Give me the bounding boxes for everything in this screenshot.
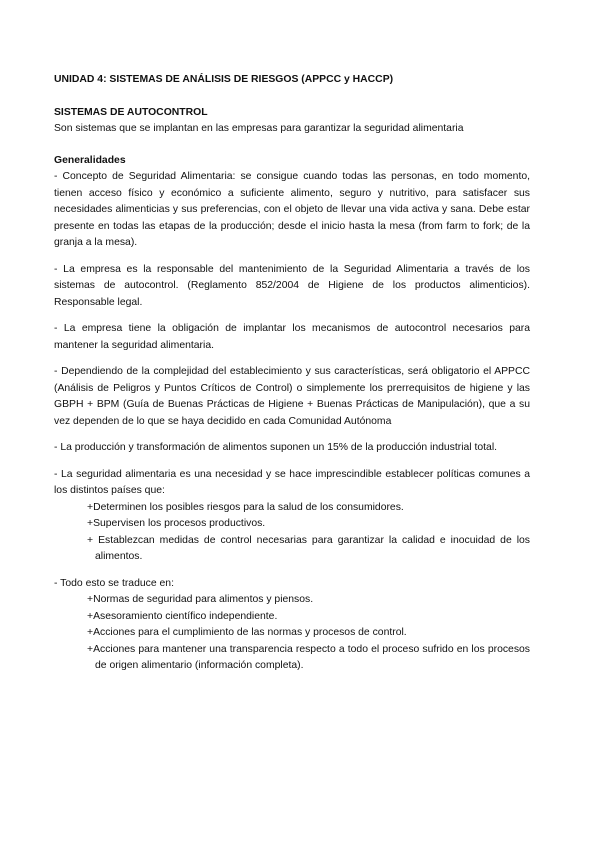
paragraph-obligacion: - La empresa tiene la obligación de implantar los mecanismos de autocontrol necesarios para mantener la seguridad alimentaria. bbox=[54, 323, 530, 351]
list-item: +Determinen los posibles riesgos para la salud de los consumidores. bbox=[87, 501, 404, 513]
summary-intro: - Todo esto se traduce en: bbox=[54, 577, 174, 589]
list-item: +Acciones para mantener una transparencia respecto a todo el proceso sufrido en los procesos de origen alimentario (información completa). bbox=[87, 643, 530, 671]
policies-list bbox=[54, 500, 530, 566]
generalidades-heading: Generalidades bbox=[54, 154, 126, 166]
list-item: + Establezcan medidas de control necesarias para garantizar la calidad e inocuidad de los alimentos. bbox=[87, 534, 530, 562]
list-item: +Supervisen los procesos productivos. bbox=[87, 518, 266, 529]
autocontrol-intro: Son sistemas que se implantan en las empresas para garantizar la seguridad alimentaria bbox=[54, 123, 464, 134]
paragraph-politicas: - La seguridad alimentaria es una necesidad y se hace imprescindible establecer políticas comunes a los distintos países que: bbox=[54, 468, 530, 496]
list-item: +Normas de seguridad para alimentos y piensos. bbox=[87, 594, 314, 605]
paragraph-appcc: - Dependiendo de la complejidad del establecimiento y sus características, será obligatorio el APPCC (Análisis de Peligros y Puntos Críticos de Control) o simplemente los prerrequisitos de higiene y las GBPH + BPM (Guía de Buenas Prácticas de Higiene + Buenas Prácticas de Manipulación), que a su vez dependen de lo que se haya decidido en cada Comunidad Autónoma bbox=[54, 366, 530, 427]
list-item: +Asesoramiento científico independiente. bbox=[87, 610, 278, 622]
autocontrol-heading: SISTEMAS DE AUTOCONTROL bbox=[54, 106, 208, 118]
paragraph-concepto: - Concepto de Seguridad Alimentaria: se consigue cuando todas las personas, en todo momento, tienen acceso físico y económico a suficiente alimento, seguro y nutritivo, para satisfacer sus necesidades alimenticias y sus preferencias, con el objeto de llevar una vida activa y sana. Debe estar presente en todas las etapas de la producción; desde el inicio hasta la mesa (from farm to fork; de la granja a la mesa). bbox=[54, 171, 530, 248]
list-item: +Acciones para el cumplimiento de las normas y procesos de control. bbox=[87, 627, 407, 638]
paragraph-produccion: - La producción y transformación de alimentos suponen un 15% de la producción industrial total. bbox=[54, 442, 498, 453]
summary-list bbox=[54, 592, 530, 675]
paragraph-responsable: - La empresa es la responsable del mantenimiento de la Seguridad Alimentaria a través de los sistemas de autocontrol. (Reglamento 852/2004 de Higiene de los productos alimenticios). Responsable legal. bbox=[54, 263, 530, 308]
document-title: UNIDAD 4: SISTEMAS DE ANÁLISIS DE RIESGOS (APPCC y HACCP) bbox=[54, 74, 394, 85]
document-page bbox=[54, 72, 530, 685]
